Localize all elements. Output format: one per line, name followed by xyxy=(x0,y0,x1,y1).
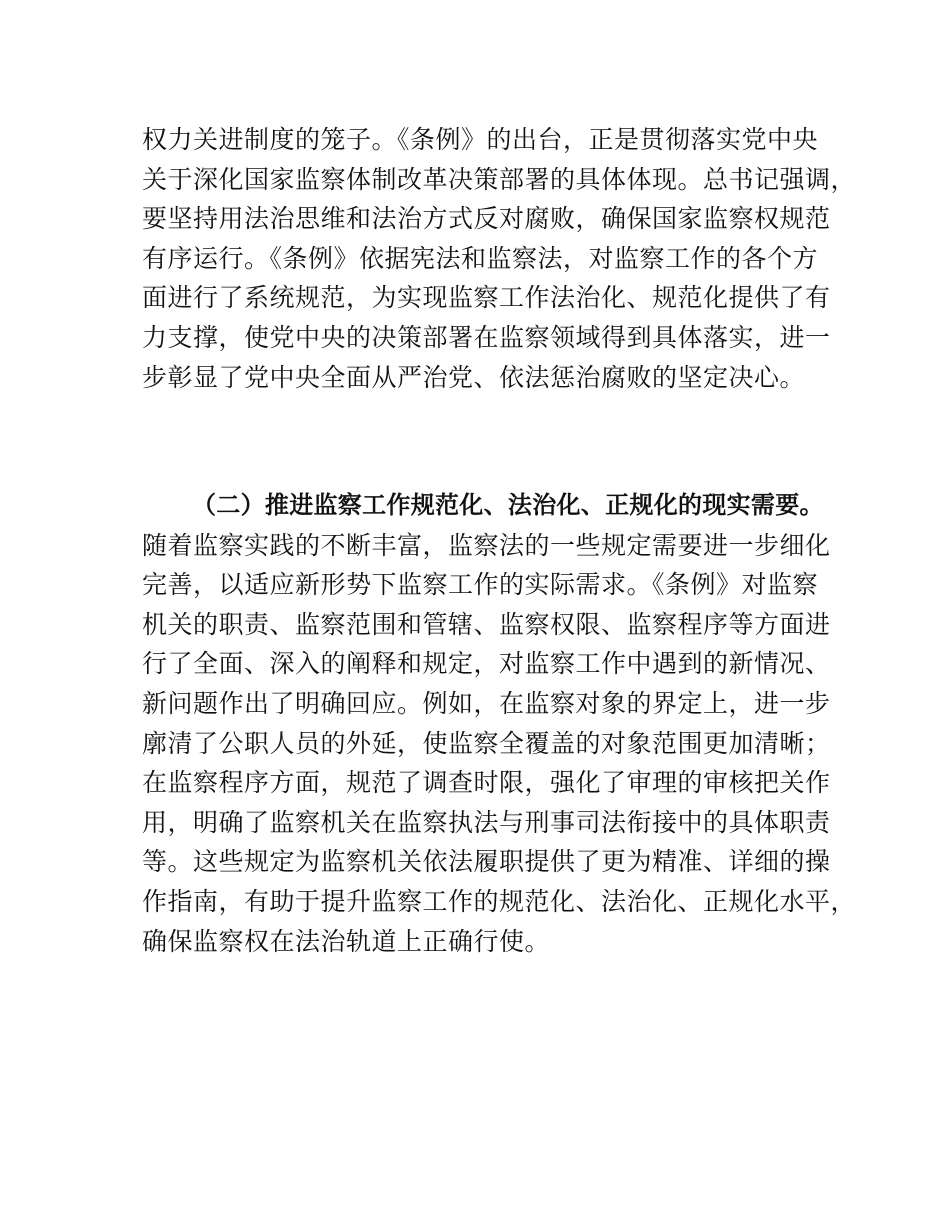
text-line: 权力关进制度的笼子。《条例》的出台，正是贯彻落实党中央 xyxy=(142,125,819,154)
text-line: 面进行了系统规范，为实现监察工作法治化、规范化提供了有 xyxy=(142,283,831,313)
section-2 xyxy=(142,486,857,961)
text-line: 用，明确了监察机关在监察执法与刑事司法衔接中的具体职责 xyxy=(142,807,831,837)
text-line: 有序运行。《条例》依据宪法和监察法，对监察工作的各个方 xyxy=(142,243,819,273)
text-line: 完善，以适应新形势下监察工作的实际需求。《条例》对监察 xyxy=(142,570,819,600)
text-line: 在监察程序方面，规范了调查时限，强化了审理的审核把关作 xyxy=(142,768,831,798)
text-line: 力支撑，使党中央的决策部署在监察领域得到具体落实，进一 xyxy=(142,322,831,352)
text-line: 等。这些规定为监察机关依法履职提供了更为精准、详细的操 xyxy=(142,847,831,877)
text-line: 行了全面、深入的阐释和规定，对监察工作中遇到的新情况、 xyxy=(142,649,831,679)
text-line: 确保监察权在法治轨道上正确行使。 xyxy=(142,926,551,956)
text-line: 随着监察实践的不断丰富，监察法的一些规定需要进一步细化 xyxy=(142,530,831,560)
paragraph-1 xyxy=(142,120,857,397)
text-line: 新问题作出了明确回应。例如，在监察对象的界定上，进一步 xyxy=(142,688,831,718)
text-line: 关于深化国家监察体制改革决策部署的具体体现。总书记强调， xyxy=(142,164,857,194)
text-line: 步彰显了党中央全面从严治党、依法惩治腐败的坚定决心。 xyxy=(142,362,806,392)
text-line: 要坚持用法治思维和法治方式反对腐败，确保国家监察权规范 xyxy=(142,204,831,234)
text-line: 廓清了公职人员的外延，使监察全覆盖的对象范围更加清晰； xyxy=(142,728,831,758)
text-line: 机关的职责、监察范围和管辖、监察权限、监察程序等方面进 xyxy=(142,609,831,639)
section-heading: （二）推进监察工作规范化、法治化、正规化的现实需要。 xyxy=(192,491,824,519)
text-line: 作指南，有助于提升监察工作的规范化、法治化、正规化水平， xyxy=(142,886,857,916)
